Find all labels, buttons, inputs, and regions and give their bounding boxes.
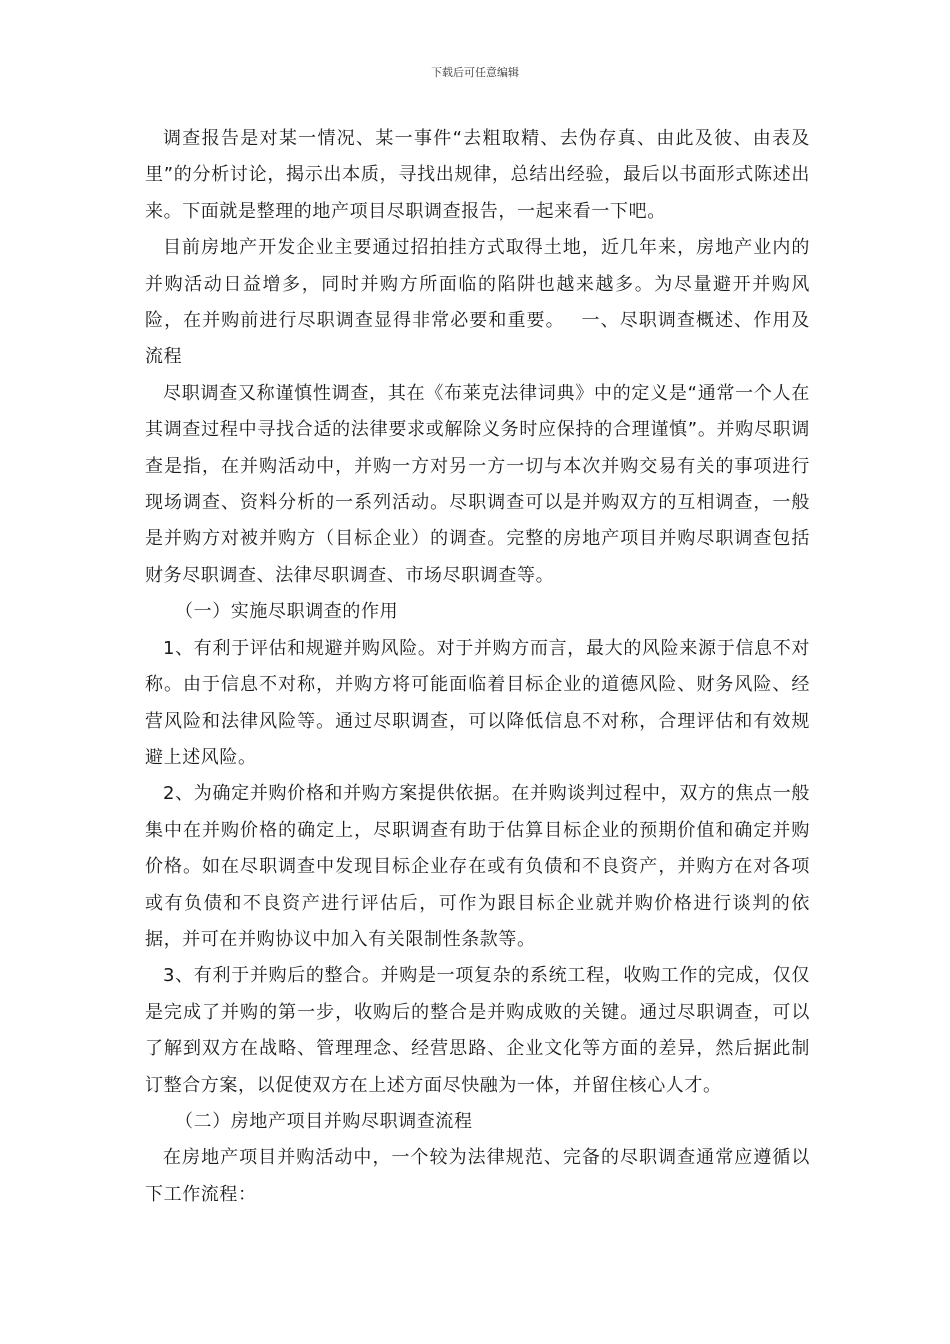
paragraph-intro: 调查报告是对某一情况、某一事件“去粗取精、去伪存真、由此及彼、由表及里”的分析讨论，揭示出本质，寻找出规律，总结出经验，最后以书面形式陈述出来。下面就是整理的地产项目尽职调查报告，一起来看一下吧。 (145, 128, 810, 222)
paragraph-point-3: 3、有利于并购后的整合。并购是一项复杂的系统工程，收购工作的完成，仅仅是完成了并购的第一步，收购后的整合是并购成败的关键。通过尽职调查，可以了解到双方在战略、管理理念、经营思路、企业文化等方面的差异，然后据此制订整合方案，以促使双方在上述方面尽快融为一体，并留住核心人才。 (145, 965, 810, 1096)
paragraph-point-1: 1、有利于评估和规避并购风险。对于并购方而言，最大的风险来源于信息不对称。由于信息不对称，并购方将可能面临着目标企业的道德风险、财务风险、经营风险和法律风险等。通过尽职调查，可以降低信息不对称，合理评估和有效规避上述风险。 (145, 637, 810, 768)
section-heading-process: （二）房地产项目并购尽职调查流程 (175, 1110, 473, 1132)
paragraph-definition: 尽职调查又称谨慎性调查，其在《布莱克法律词典》中的定义是“通常一个人在其调查过程中寻找合适的法律要求或解除义务时应保持的合理谨慎”。并购尽职调查是指，在并购活动中，并购一方对另一方一切与本次并购交易有关的事项进行现场调查、资料分析的一系列活动。尽职调查可以是并购双方的互相调查，一般是并购方对被并购方（目标企业）的调查。完整的房地产项目并购尽职调查包括财务尽职调查、法律尽职调查、市场尽职调查等。 (145, 382, 810, 586)
page-header: 下载后可任意编辑 (431, 66, 519, 79)
document-body (145, 121, 810, 1213)
section-heading-role: （一）实施尽职调查的作用 (175, 601, 399, 623)
paragraph-background: 目前房地产开发企业主要通过招拍挂方式取得土地，近几年来，房地产业内的并购活动日益增多，同时并购方所面临的陷阱也越来越多。为尽量避开并购风险，在并购前进行尽职调查显得非常必要和重要。 一、尽职调查概述、作用及流程 (145, 237, 810, 368)
paragraph-point-2: 2、为确定并购价格和并购方案提供依据。在并购谈判过程中，双方的焦点一般集中在并购价格的确定上，尽职调查有助于估算目标企业的预期价值和确定并购价格。如在尽职调查中发现目标企业存在或有负债和不良资产，并购方在对各项或有负债和不良资产进行评估后，可作为跟目标企业就并购价格进行谈判的依据，并可在并购协议中加入有关限制性条款等。 (145, 783, 810, 950)
paragraph-process-intro: 在房地产项目并购活动中，一个较为法律规范、完备的尽职调查通常应遵循以下工作流程： (145, 1147, 810, 1205)
